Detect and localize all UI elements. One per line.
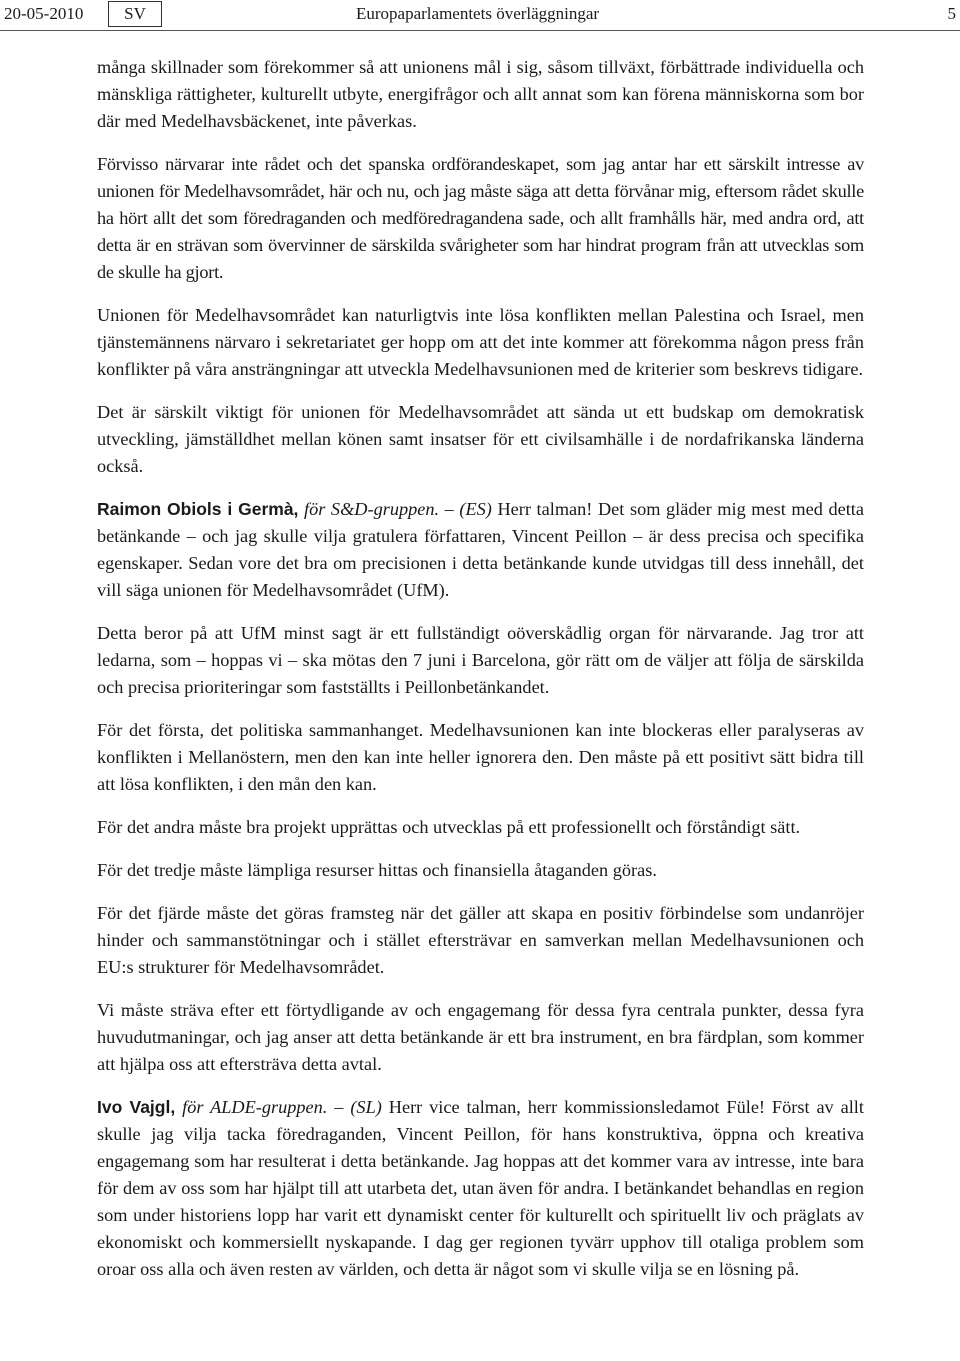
paragraph — [97, 399, 864, 480]
paragraph — [97, 620, 864, 701]
paragraph — [97, 717, 864, 798]
speech-paragraph — [97, 496, 864, 604]
paragraph — [97, 997, 864, 1078]
paragraph-text: många skillnader som förekommer så att unionens mål i sig, såsom tillväxt, förbättrade individuella och mänskliga rättigheter, kulturellt utbyte, energifrågor och allt annat som kan förena människorna som bor där med Medelhavsbäckenet, inte påverkas. — [97, 57, 864, 131]
paragraph-text: För det andra måste bra projekt upprättas och utvecklas på ett professionellt och förståndigt sätt. — [97, 817, 801, 837]
speaker-name: Ivo Vajgl, — [97, 1097, 176, 1117]
paragraph — [97, 857, 864, 884]
paragraph-text: Det är särskilt viktigt för unionen för Medelhavsområdet att sända ut ett budskap om demokratisk utveckling, jämställdhet mellan könen samt insatser för ett civilsamhälle i de nordafrikanska länderna också. — [97, 402, 864, 476]
paragraph-text: Herr talman! Det som gläder mig mest med detta betänkande – och jag skulle vilja gratulera författaren, Vincent Peillon – är dess precisa och specifika egenskaper. Sedan vore det bra om precisionen i detta betänkande kunde utvidgas till dess innehåll, det vill säga unionen för Medelhavsområdet (UfM). — [97, 499, 864, 600]
speaker-party: för S&D-gruppen. – (ES) — [304, 499, 492, 519]
language-code-box: SV — [108, 1, 162, 27]
speaker-name: Raimon Obiols i Germà, — [97, 499, 299, 519]
speaker-party: för ALDE-gruppen. – (SL) — [182, 1097, 382, 1117]
paragraph — [97, 814, 864, 841]
paragraph-text: Förvisso närvarar inte rådet och det spanska ordförandeskapet, som jag antar har ett särskilt intresse av unionen för Medelhavsområdet, här och nu, och jag måste säga att detta förvånar mig, eftersom rådet skulle ha hört allt det som föredraganden och medföredragandena sade, och allt framhålls här, med andra ord, att detta är en strävan som övervinner de särskilda svårigheter som har hindrat program från att utvecklas som de skulle ha gjort. — [97, 154, 864, 282]
paragraph-text: Detta beror på att UfM minst sagt är ett fullständigt oöverskådlig organ för närvarande. Jag tror att ledarna, som – hoppas vi – ska mötas den 7 juni i Barcelona, gör rätt om de väljer att följa de särskilda och precisa prioriteringar som fastställts i Peillonbetänkandet. — [97, 623, 864, 697]
paragraph-text: För det fjärde måste det göras framsteg när det gäller att skapa en positiv förbindelse som undanröjer hinder och sammanstötningar och i stället eftersträvar en samverkan mellan Medelhavsunionen och EU:s strukturer för Medelhavsområdet. — [97, 903, 864, 977]
paragraph-text: Vi måste sträva efter ett förtydligande av och engagemang för dessa fyra centrala punkter, dessa fyra huvudutmaningar, och jag anser att detta betänkande är ett bra instrument, en bra färdplan, som kommer att hjälpa oss att eftersträva detta avtal. — [97, 1000, 864, 1074]
paragraph-text: För det första, det politiska sammanhanget. Medelhavsunionen kan inte blockeras eller paralyseras av konflikten i Mellanöstern, men den kan inte heller ignorera den. Den måste på ett positivt sätt bidra till att lösa konflikten, i den mån den kan. — [97, 720, 864, 794]
paragraph-text: Unionen för Medelhavsområdet kan naturligtvis inte lösa konflikten mellan Palestina och Israel, men tjänstemännens närvaro i sekretariatet ger hopp om att det inte kommer att förekomma någon press från konflikter på våra ansträngningar att utveckla Medelhavsunionen med de kriterier som beskrevs tidigare. — [97, 305, 864, 379]
header-date: 20-05-2010 — [4, 4, 84, 23]
paragraph-text: För det tredje måste lämpliga resurser hittas och finansiella åtaganden göras. — [97, 860, 657, 880]
paragraph — [97, 151, 864, 286]
paragraph — [97, 302, 864, 383]
document-body — [97, 54, 864, 1299]
page-number: 5 — [947, 4, 956, 23]
paragraph — [97, 54, 864, 135]
paragraph-text: Herr vice talman, herr kommissionsledamot Füle! Först av allt skulle jag vilja tacka föredraganden, Vincent Peillon, för hans konstruktiva, öppna och kreativa engagemang som har resulterat i detta betänkande. Jag hoppas att det kommer vara av intresse, inte bara för dem av oss som har hjälpt till att utarbeta det, utan även för andra. I betänkandet behandlas en region som under historiens lopp har varit ett dynamiskt center för kulturellt och spirituellt liv och präglats av ekonomiskt och kommersiellt nyskapande. I dag ger regionen tyvärr upphov till otaliga problem som oroar oss alla och även resten av världen, och detta är något som vi skulle vilja se en lösning på. — [97, 1097, 864, 1279]
paragraph — [97, 900, 864, 981]
speech-paragraph — [97, 1094, 864, 1283]
page-header — [0, 0, 960, 31]
document-title: Europaparlamentets överläggningar — [356, 4, 600, 23]
